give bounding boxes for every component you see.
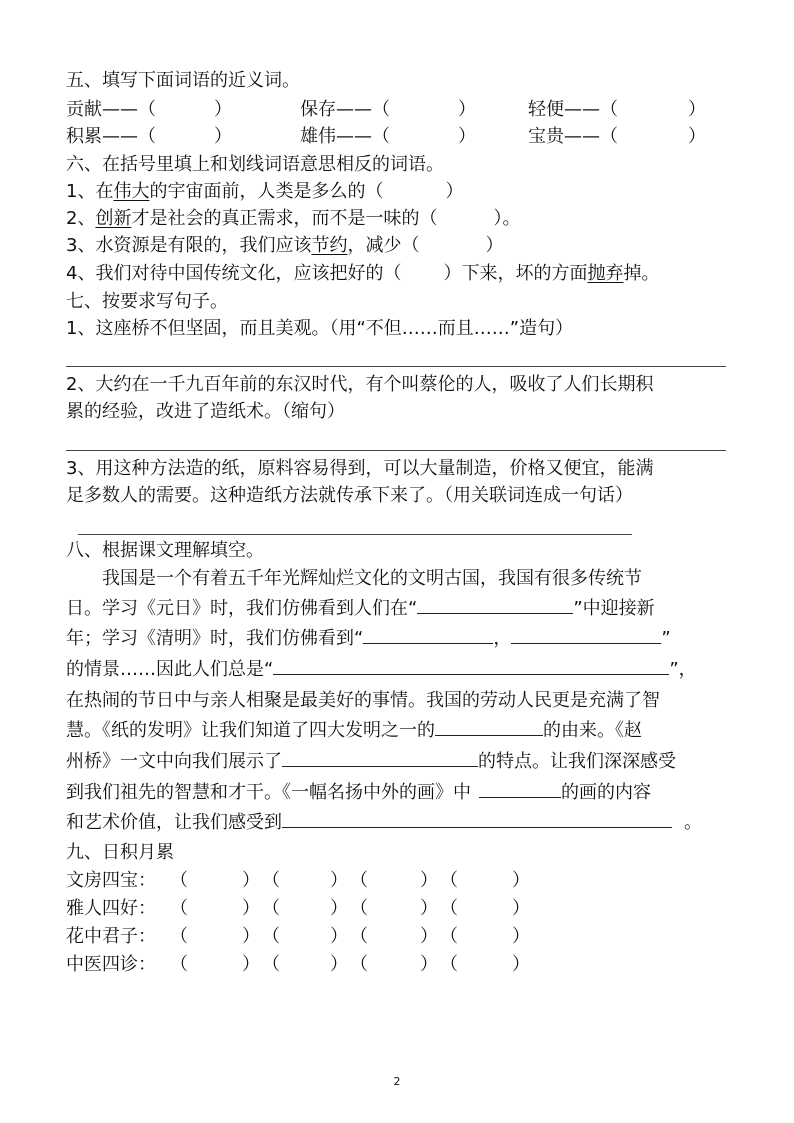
fill-blank[interactable]	[479, 779, 561, 798]
section-5-title: 五、填写下面词语的近义词。	[66, 70, 300, 91]
sentence-question-3-line-2: 足多数人的需要。这种造纸方法就传承下来了。（用关联词连成一句话）	[66, 485, 633, 506]
antonym-question-3: 3、水资源是有限的，我们应该节约，减少（ ）	[66, 235, 504, 256]
idiom-row-3: 花中君子： （ ） （ ） （ ） （ ）	[66, 922, 626, 952]
passage-line-5: 在热闹的节日中与亲人相聚是最美好的事情。我国的劳动人民更是充满了智	[66, 690, 660, 711]
fill-blank[interactable]	[273, 656, 669, 675]
page-number: 2	[393, 1075, 401, 1088]
antonym-question-4: 4、我们对待中国传统文化，应该把好的（ ）下来，坏的方面抛弃掉。	[66, 263, 660, 284]
idiom-row-4: 中医四诊： （ ） （ ） （ ） （ ）	[66, 950, 626, 980]
passage-line-7: 州桥》一文中向我们展示了 的特点。让我们深深感受	[66, 747, 676, 777]
passage-line-3: 年；学习《清明》时，我们仿佛看到“ ， ”	[66, 624, 671, 654]
answer-line[interactable]	[66, 366, 726, 367]
fill-blank[interactable]	[363, 625, 493, 644]
idiom-label: 花中君子：	[66, 926, 156, 947]
antonym-question-1: 1、在伟大的宇宙面前，人类是多么的（ ）	[66, 181, 464, 202]
synonym-item: 宝贵——（ ）	[528, 126, 706, 147]
section-7-title: 七、按要求写句子。	[66, 291, 228, 312]
fill-blank[interactable]	[282, 809, 672, 828]
fill-blank[interactable]	[435, 717, 543, 736]
passage-line-2: 日。学习《元日》时，我们仿佛看到人们在“ ”中迎接新	[66, 594, 655, 624]
sentence-question-1: 1、这座桥不但坚固，而且美观。（用“不但……而且……”造句）	[66, 318, 574, 339]
synonym-row-1	[66, 95, 746, 125]
idiom-label: 中医四诊：	[66, 954, 156, 975]
sentence-question-2-line-2: 累的经验，改进了造纸术。（缩句）	[66, 401, 345, 422]
idiom-label: 文房四宝：	[66, 870, 156, 891]
fill-blank[interactable]	[417, 595, 573, 614]
idiom-row-1: 文房四宝： （ ） （ ） （ ） （ ）	[66, 866, 626, 896]
passage-line-8: 到我们祖先的智慧和才干。《一幅名扬中外的画》中 的画的内容	[66, 778, 651, 808]
synonym-item: 积累——（ ）	[66, 126, 232, 147]
passage-line-6: 慧。《纸的发明》让我们知道了四大发明之一的 的由来。《赵	[66, 716, 642, 746]
passage-line-4: 的情景……因此人们总是“ ”，	[66, 655, 697, 685]
synonym-item: 雄伟——（ ）	[300, 126, 476, 147]
idiom-label: 雅人四好：	[66, 898, 156, 919]
fill-blank[interactable]	[282, 748, 478, 767]
synonym-item: 保存——（ ）	[300, 99, 476, 120]
answer-line[interactable]	[78, 534, 632, 535]
sentence-question-2-line-1: 2、大约在一千九百年前的东汉时代，有个叫蔡伦的人，吸收了人们长期积	[66, 374, 654, 395]
antonym-question-2: 2、创新才是社会的真正需求，而不是一味的（ ）。	[66, 208, 521, 229]
passage-line-9: 和艺术价值，让我们感受到 。	[66, 808, 702, 838]
section-9-title: 九、日积月累	[66, 842, 174, 863]
synonym-item: 轻便——（ ）	[528, 99, 706, 120]
synonym-row-2	[66, 122, 746, 152]
section-8-title: 八、根据课文理解填空。	[66, 540, 264, 561]
answer-line[interactable]	[66, 450, 726, 451]
passage-line-1: 我国是一个有着五千年光辉灿烂文化的文明古国，我国有很多传统节	[102, 568, 642, 589]
idiom-row-2: 雅人四好： （ ） （ ） （ ） （ ）	[66, 894, 626, 924]
fill-blank[interactable]	[511, 625, 661, 644]
section-6-title: 六、在括号里填上和划线词语意思相反的词语。	[66, 154, 444, 175]
sentence-question-3-line-1: 3、用这种方法造的纸，原料容易得到，可以大量制造，价格又便宜，能满	[66, 458, 654, 479]
synonym-item: 贡献——（ ）	[66, 99, 232, 120]
